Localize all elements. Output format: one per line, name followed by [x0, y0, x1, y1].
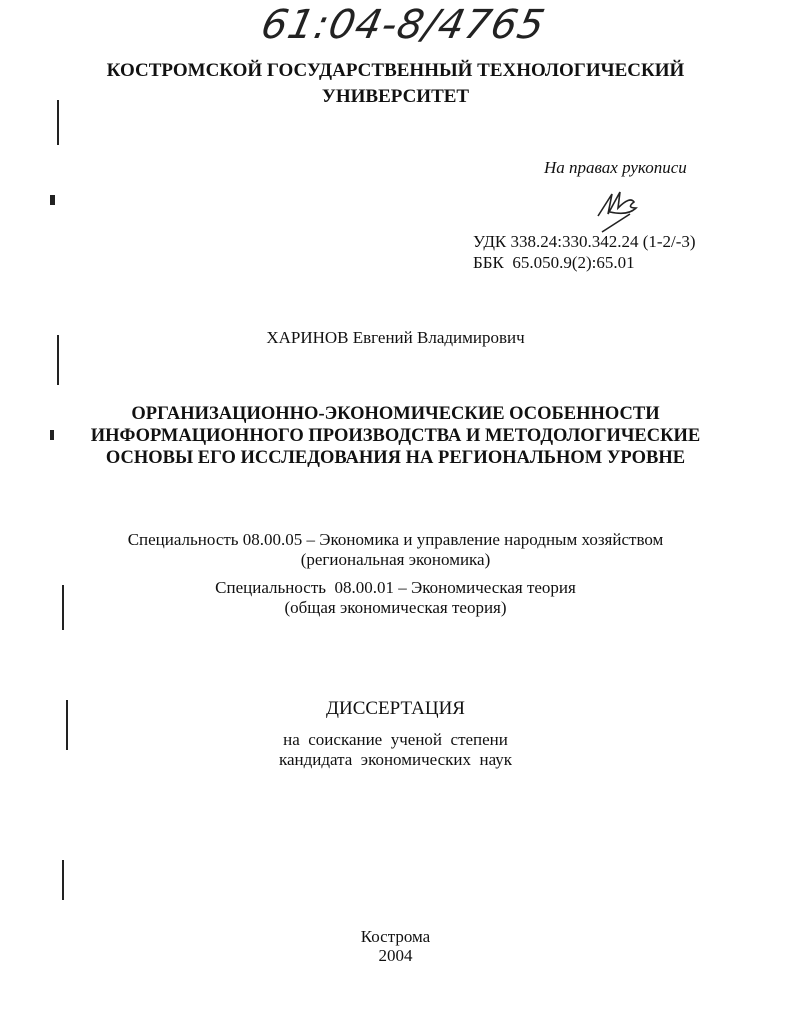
author-name: ХАРИНОВ Евгений Владимирович: [266, 328, 525, 347]
specialty-2-note: (общая экономическая теория): [284, 598, 507, 617]
degree-line1: на соискание ученой степени: [283, 730, 508, 749]
bbk-code: ББК 65.050.9(2):65.01: [473, 253, 635, 272]
archive-code-handwritten: 61:04-8/4765: [257, 2, 550, 48]
university-name-line1: КОСТРОМСКОЙ ГОСУДАРСТВЕННЫЙ ТЕХНОЛОГИЧЕСКИЙ: [106, 60, 685, 81]
scan-margin-mark: [62, 860, 64, 900]
specialty-2: Специальность 08.00.01 – Экономическая теория: [215, 578, 576, 597]
title-line1: ОРГАНИЗАЦИОННО-ЭКОНОМИЧЕСКИЕ ОСОБЕННОСТИ: [131, 404, 660, 424]
city: Кострома: [360, 927, 431, 946]
title-line2: ИНФОРМАЦИОННОГО ПРОИЗВОДСТВА И МЕТОДОЛОГИЧЕСКИЕ: [90, 426, 701, 446]
title-line3: ОСНОВЫ ЕГО ИССЛЕДОВАНИЯ НА РЕГИОНАЛЬНОМ УРОВНЕ: [105, 448, 686, 468]
signature-icon: [590, 186, 650, 236]
manuscript-note: На правах рукописи: [544, 158, 687, 177]
degree-line2: кандидата экономических наук: [278, 750, 513, 769]
scan-margin-mark: [57, 100, 59, 145]
specialty-1: Специальность 08.00.05 – Экономика и управление народным хозяйством: [127, 530, 664, 549]
udk-code: УДК 338.24:330.342.24 (1-2/-3): [473, 232, 696, 251]
specialty-1-note: (региональная экономика): [300, 550, 491, 569]
document-type: ДИССЕРТАЦИЯ: [326, 698, 465, 719]
year: 2004: [378, 946, 413, 965]
scan-margin-mark: [50, 195, 55, 205]
university-name-line2: УНИВЕРСИТЕТ: [321, 86, 470, 107]
